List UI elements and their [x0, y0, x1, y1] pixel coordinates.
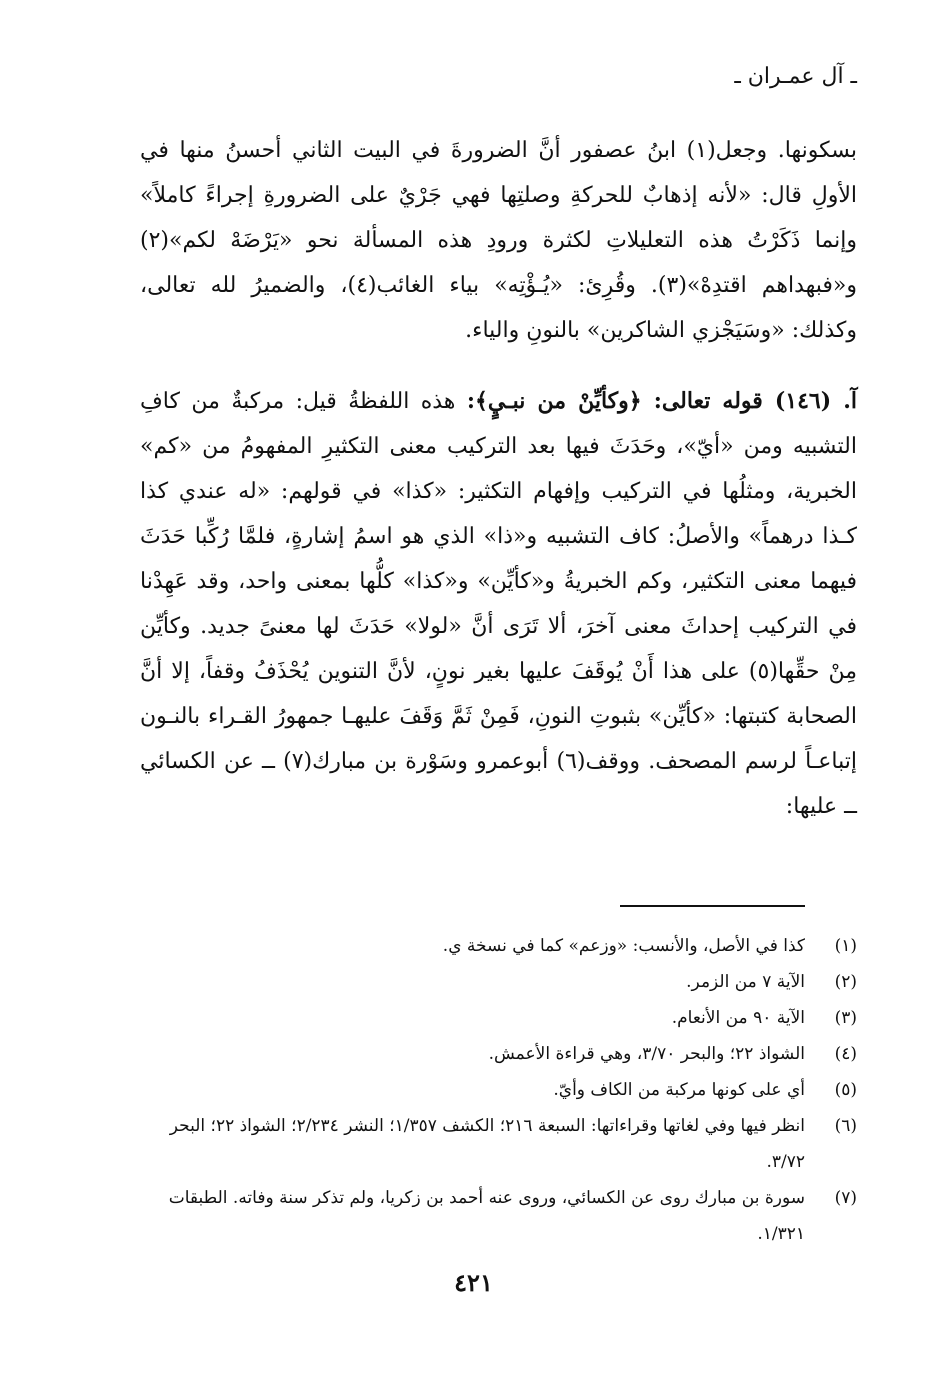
footnote-separator	[620, 905, 805, 907]
footnote-text: أي على كونها مركبة من الكاف وأيّ.	[553, 1080, 805, 1100]
footnote-text: الآية ٧ من الزمر.	[686, 972, 805, 992]
footnote-number: (١)	[834, 936, 857, 956]
footnote	[140, 928, 857, 964]
footnote	[140, 1072, 857, 1108]
paragraph-2-body: هذه اللفظةُ قيل: مركبةٌ من كافِ التشبيه ومن «أيّ»، وحَدَثَ فيها بعد التركيب معنى التكثيرِ المفهومُ من «كم» الخبرية، ومثلُها في التركيب وإفهام التكثير: «كذا» في قولهم: «له عندي كذا كـذا درهماً» والأصلُ: كاف التشبيه و«ذا» الذي هو اسمُ إشارةٍ، فلمَّا رُكِّبا حَدَثَ فيهما معنى التكثير، وكم الخبريةُ و«كأيِّن» و«كذا» كلُّها بمعنى واحد، وقد عَهِدْنا في التركيب إحداثَ معنى آخرَ، ألا تَرَى أنَّ «لولا» حَدَثَ لها معنىً جديد. وكأيِّن مِنْ حقِّها(٥) على هذا أَنْ يُوقَفَ عليها بغير نونٍ، لأنَّ التنوين يُحْذَفُ وقفاً، إلا أنَّ الصحابة كتبتها: «كأيِّن» بثبوتِ النونِ، فَمِنْ ثَمَّ وَقَفَ عليهـا جمهورُ القـراء بالنـون إتباعـاً لرسم المصحف. ووقف(٦) أبوعمرو وسَوْرة بن مبارك(٧) ــ عن الكسائي ــ عليها:	[140, 389, 857, 819]
footnote-number: (٧)	[834, 1188, 857, 1208]
main-text	[140, 128, 857, 829]
footnote-number: (٦)	[834, 1116, 857, 1136]
footnotes	[140, 928, 857, 1252]
page-number: ٤٢١	[454, 1268, 493, 1297]
footnote	[140, 1180, 857, 1252]
footnote	[140, 1000, 857, 1036]
footnote-number: (٤)	[834, 1044, 857, 1064]
footnote-number: (٣)	[834, 1008, 857, 1028]
footnote	[140, 1108, 857, 1180]
verse-heading: آ. (١٤٦) قوله تعالى: ﴿وكأيِّنْ من نبـيٍ﴾:	[466, 388, 857, 414]
footnote-text: الشواذ ٢٢؛ والبحر ٣/٧٠، وهي قراءة الأعمش.	[488, 1044, 805, 1064]
running-head: ـ آل عمـران ـ	[734, 64, 857, 89]
paragraph-1: بسكونها. وجعل(١) ابنُ عصفور أنَّ الضرورةَ في البيت الثاني أحسنُ منها في الأولِ قال: «لأنه إذهابٌ للحركةِ وصلتِها فهي جَرْيٌ على الضرورةِ إجراءً كاملاً» وإنما ذَكَرْتُ هذه التعليلاتِ لكثرة ورودِ هذه المسألة نحو «يَرْضَهْ لكم»(٢) و«فبهداهم اقتدِهْ»(٣). وقُرِئ: «يُـؤْتِه» بياء الغائب(٤)، والضميرُ لله تعالى، وكذلك: «وسَيَجْزي الشاكرين» بالنونِ والياء.	[140, 138, 857, 343]
footnote-text: كذا في الأصل، والأنسب: «وزعم» كما في نسخة ي.	[442, 936, 805, 956]
footnote	[140, 1036, 857, 1072]
footnote-number: (٥)	[834, 1080, 857, 1100]
footnote-text: انظر فيها وفي لغاتها وقراءاتها: السبعة ٢١٦؛ الكشف ١/٣٥٧؛ النشر ٢/٢٣٤؛ الشواذ ٢٢؛ البحر ٣/٧٢.	[169, 1116, 805, 1172]
footnote	[140, 964, 857, 1000]
footnote-text: سورة بن مبارك روى عن الكسائي، وروى عنه أحمد بن زكريا، ولم تذكر سنة وفاته. الطبقات ١/٣٢١.	[168, 1188, 805, 1244]
paragraph-2	[140, 379, 857, 829]
footnote-text: الآية ٩٠ من الأنعام.	[671, 1008, 805, 1028]
footnote-number: (٢)	[834, 972, 857, 992]
